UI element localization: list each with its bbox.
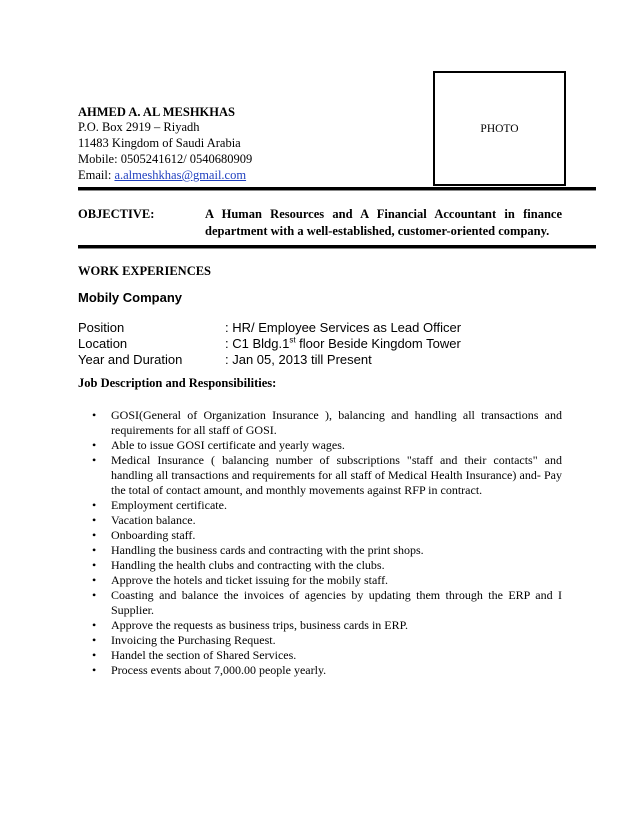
duty-text: Process events about 7,000.00 people yearly. bbox=[111, 663, 327, 677]
location-label: Location bbox=[78, 336, 128, 351]
bullet-icon: • bbox=[92, 588, 97, 602]
list-item bbox=[90, 558, 562, 573]
objective-label: OBJECTIVE: bbox=[78, 207, 155, 221]
bullet-icon: • bbox=[92, 648, 97, 662]
section-title-work: WORK EXPERIENCES bbox=[78, 264, 212, 278]
bullet-icon: • bbox=[92, 663, 97, 677]
applicant-name: AHMED A. AL MESHKHAS bbox=[78, 105, 235, 119]
location-value-rest: floor Beside Kingdom Tower bbox=[295, 336, 461, 351]
bullet-icon: • bbox=[92, 498, 97, 512]
bullet-icon: • bbox=[92, 528, 97, 542]
position-label: Position bbox=[78, 320, 125, 335]
duty-text: Vacation balance. bbox=[111, 513, 196, 527]
location-value bbox=[225, 336, 461, 351]
list-item bbox=[90, 663, 562, 678]
duty-text: Able to issue GOSI certificate and yearly wages. bbox=[111, 438, 345, 452]
duty-text: Invoicing the Purchasing Request. bbox=[111, 633, 276, 647]
email-label: Email: bbox=[78, 168, 115, 182]
divider bbox=[78, 187, 596, 191]
position-value: : HR/ Employee Services as Lead Officer bbox=[225, 320, 462, 335]
email-line bbox=[78, 167, 246, 183]
duty-text: Onboarding staff. bbox=[111, 528, 196, 542]
list-item bbox=[90, 528, 562, 543]
list-item bbox=[90, 453, 562, 498]
bullet-icon: • bbox=[92, 558, 97, 572]
mobile-line: Mobile: 0505241612/ 0540680909 bbox=[78, 152, 253, 166]
duty-text: Approve the hotels and ticket issuing for the mobily staff. bbox=[111, 573, 389, 587]
list-item bbox=[90, 543, 562, 558]
duty-text: Handling the health clubs and contracting with the clubs. bbox=[111, 558, 385, 572]
duty-text: Employment certificate. bbox=[111, 498, 227, 512]
duty-text: Medical Insurance ( balancing number of subscriptions "staff and their contacts" and handling all transactions and requirements for all staff of Medical Health Insurance) and- Pay the total of contact amount, and monthly movements against RFP in contract. bbox=[111, 453, 562, 497]
list-item bbox=[90, 408, 562, 438]
divider bbox=[78, 245, 596, 249]
duty-text: Approve the requests as business trips, business cards in ERP. bbox=[111, 618, 408, 632]
year-label: Year and Duration bbox=[78, 352, 183, 367]
job-description-title: Job Description and Responsibilities: bbox=[78, 376, 277, 390]
bullet-icon: • bbox=[92, 543, 97, 557]
email-link[interactable]: a.almeshkhas@gmail.com bbox=[114, 168, 247, 182]
duty-text: Handling the business cards and contracting with the print shops. bbox=[111, 543, 424, 557]
bullet-icon: • bbox=[92, 438, 97, 452]
po-box: P.O. Box 2919 – Riyadh bbox=[78, 120, 200, 134]
bullet-icon: • bbox=[92, 633, 97, 647]
bullet-icon: • bbox=[92, 618, 97, 632]
list-item bbox=[90, 633, 562, 648]
list-item bbox=[90, 498, 562, 513]
bullet-icon: • bbox=[92, 453, 97, 467]
duties-list bbox=[90, 408, 562, 678]
city-line: 11483 Kingdom of Saudi Arabia bbox=[78, 136, 241, 150]
bullet-icon: • bbox=[92, 573, 97, 587]
duty-text: Handel the section of Shared Services. bbox=[111, 648, 297, 662]
company-name: Mobily Company bbox=[78, 290, 183, 305]
duty-text: GOSI(General of Organization Insurance ), balancing and handling all transactions and requirements for all staff of GOSI. bbox=[111, 408, 562, 437]
objective-text: A Human Resources and A Financial Accountant in finance department with a well-established, customer-oriented company. bbox=[205, 207, 562, 238]
year-value: : Jan 05, 2013 till Present bbox=[225, 352, 372, 367]
list-item bbox=[90, 438, 562, 453]
location-value-main: : C1 Bldg.1 bbox=[225, 336, 290, 351]
bullet-icon: • bbox=[92, 408, 97, 422]
duty-text: Coasting and balance the invoices of agencies by updating them through the ERP and I Supplier. bbox=[111, 588, 562, 617]
list-item bbox=[90, 513, 562, 528]
bullet-icon: • bbox=[92, 513, 97, 527]
location-superscript: st bbox=[289, 335, 296, 345]
list-item bbox=[90, 618, 562, 633]
list-item bbox=[90, 573, 562, 588]
photo-label: PHOTO bbox=[480, 123, 519, 135]
list-item bbox=[90, 588, 562, 618]
list-item bbox=[90, 648, 562, 663]
